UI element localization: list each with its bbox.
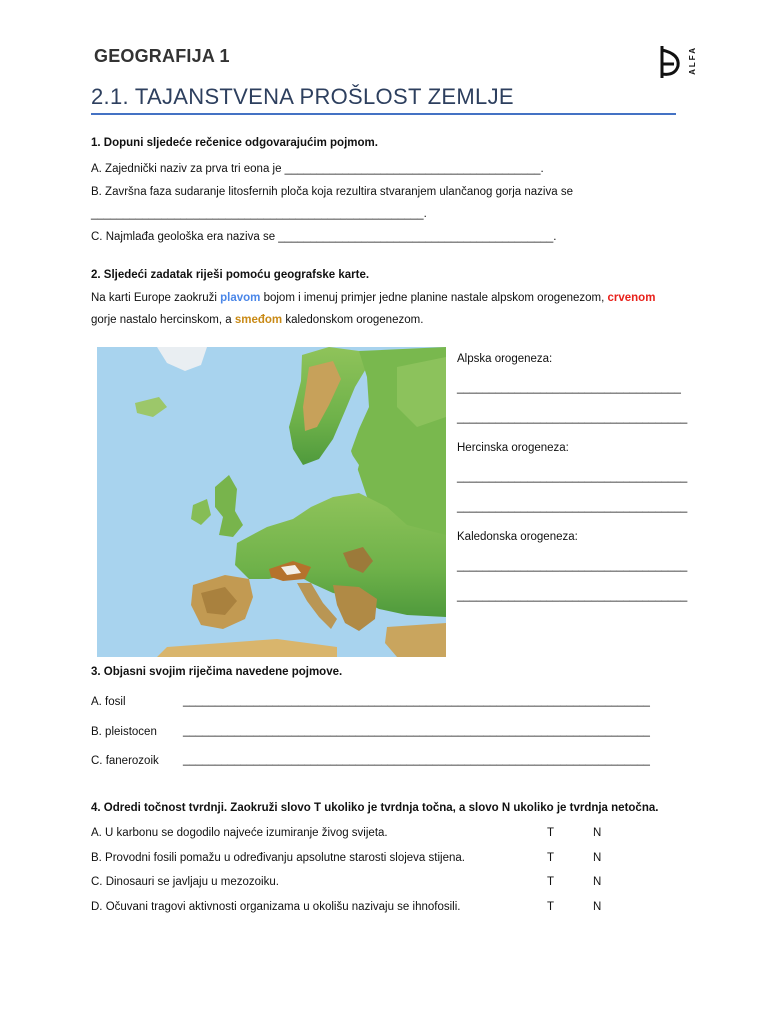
red-keyword: crvenom — [607, 292, 656, 304]
task1-item-c: C. Najmlađa geološka era naziva se ___________________________________________. — [91, 231, 557, 243]
statement-text: A. U karbonu se dogodilo najveće izumiranje živog svijeta. — [91, 827, 388, 839]
statement-text: C. Dinosauri se javljaju u mezozoiku. — [91, 876, 279, 888]
subject-title: GEOGRAFIJA 1 — [94, 46, 230, 66]
task2-instruction-line2 — [91, 313, 423, 327]
kaledonska-answer-line-2[interactable]: ____________________________________ — [457, 590, 688, 602]
europe-map-image — [97, 347, 446, 657]
statement-text: B. Provodni fosili pomažu u određivanju apsolutne starosti slojeva stijena. — [91, 852, 465, 864]
hercinska-answer-line-2[interactable]: ____________________________________ — [457, 501, 688, 513]
instruction-text: gorje nastalo hercinskom, a — [91, 314, 235, 326]
kaledonska-label: Kaledonska orogeneza: — [457, 531, 578, 543]
statement-text: D. Očuvani tragovi aktivnosti organizama u okolišu nazivaju se ihnofosili. — [91, 901, 461, 913]
task1-item-b: B. Završna faza sudaranje litosfernih ploča koja rezultira stvaranjem ulančanog gorja naziva se — [91, 186, 573, 198]
false-option[interactable]: N — [593, 827, 602, 839]
alpska-answer-line-2[interactable]: ____________________________________ — [457, 412, 688, 424]
alfa-logo-icon — [658, 44, 684, 80]
brown-keyword: smeđom — [234, 314, 283, 326]
task3-answer-line[interactable]: _________________________________________________________________________ — [183, 695, 650, 707]
instruction-text: Na karti Europe zaokruži — [91, 292, 221, 304]
true-option[interactable]: T — [547, 827, 555, 839]
task2-heading: 2. Sljedeći zadatak riješi pomoću geografske karte. — [91, 269, 370, 281]
page-title: 2.1. TAJANSTVENA PROŠLOST ZEMLJE — [91, 84, 514, 109]
blue-keyword: plavom — [220, 292, 261, 304]
europe-physical-map[interactable] — [97, 347, 446, 657]
kaledonska-answer-line-1[interactable]: ____________________________________ — [457, 560, 688, 572]
task1-item-a: A. Zajednički naziv za prva tri eona je ________________________________________. — [91, 163, 544, 175]
true-option[interactable]: T — [547, 876, 555, 888]
task1-heading: 1. Dopuni sljedeće rečenice odgovarajućim pojmom. — [91, 137, 378, 149]
instruction-text: bojom i imenuj primjer jedne planine nastale alpskom orogenezom, — [260, 292, 608, 304]
logo-text: ALFA — [688, 46, 697, 75]
task3-answer-line[interactable]: _________________________________________________________________________ — [183, 754, 650, 766]
true-option[interactable]: T — [547, 901, 555, 913]
false-option[interactable]: N — [593, 852, 602, 864]
task1-item-b-blank: ____________________________________________________. — [91, 208, 427, 220]
task3-term: A. fosil — [91, 696, 126, 708]
task3-answer-line[interactable]: _________________________________________________________________________ — [183, 725, 650, 737]
false-option[interactable]: N — [593, 901, 602, 913]
hercinska-label: Hercinska orogeneza: — [457, 442, 569, 454]
alpska-label: Alpska orogeneza: — [457, 353, 553, 365]
task3-term: B. pleistocen — [91, 726, 157, 738]
false-option[interactable]: N — [593, 876, 602, 888]
true-option[interactable]: T — [547, 852, 555, 864]
title-underline — [91, 113, 676, 115]
task3-heading: 3. Objasni svojim riječima navedene pojmove. — [91, 666, 343, 678]
alpska-answer-line-1[interactable]: ___________________________________ — [457, 382, 681, 394]
task3-term: C. fanerozoik — [91, 755, 159, 767]
instruction-text: kaledonskom orogenezom. — [282, 314, 424, 326]
hercinska-answer-line-1[interactable]: ____________________________________ — [457, 471, 688, 483]
task2-instruction-line1 — [91, 291, 655, 305]
task4-heading: 4. Odredi točnost tvrdnji. Zaokruži slovo T ukoliko je tvrdnja točna, a slovo N ukoliko je tvrdnja netočna. — [91, 802, 659, 814]
alfa-logo — [658, 44, 698, 84]
